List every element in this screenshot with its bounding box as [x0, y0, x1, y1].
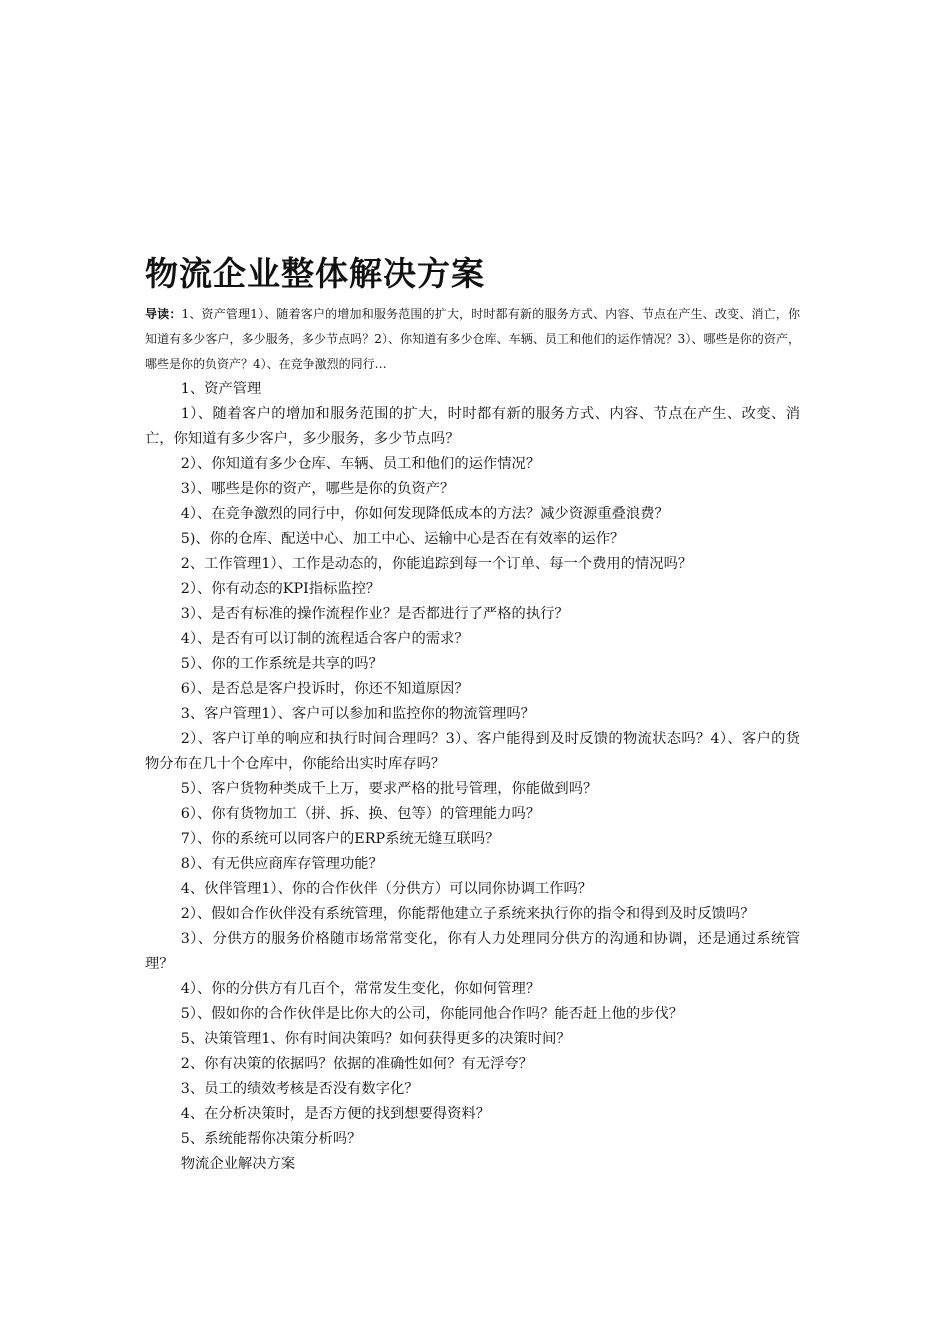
paragraph: 4）、在竞争激烈的同行中，你如何发现降低成本的方法？减少资源重叠浪费？ — [180, 506, 669, 522]
paragraph: 5）、假如你的合作伙伴是比你大的公司，你能同他合作吗？能否赶上他的步伐？ — [180, 1006, 684, 1022]
document-body — [145, 377, 800, 1177]
paragraph: 7）、你的系统可以同客户的ERP系统无缝互联吗？ — [180, 831, 500, 847]
paragraph: 4、在分析决策时，是否方便的找到想要得资料？ — [180, 1106, 491, 1122]
paragraph: 2）、客户订单的响应和执行时间合理吗？3）、客户能得到及时反馈的物流状态吗？4）、客户的货物分布在几十个仓库中，你能给出实时库存吗？ — [145, 731, 800, 772]
paragraph: 3）、哪些是你的资产，哪些是你的负资产？ — [180, 481, 455, 497]
paragraph: 6）、你有货物加工（拼、拆、换、包等）的管理能力吗？ — [180, 806, 541, 822]
paragraph: 3、客户管理1）、客户可以参加和监控你的物流管理吗？ — [180, 706, 535, 722]
paragraph: 3、员工的绩效考核是否没有数字化？ — [180, 1081, 419, 1097]
paragraph: 2）、你有动态的KPI指标监控？ — [180, 581, 381, 597]
paragraph: 2、工作管理1）、工作是动态的，你能追踪到每一个订单、每一个费用的情况吗？ — [180, 556, 693, 572]
paragraph: 3）、是否有标准的操作流程作业？是否都进行了严格的执行？ — [180, 606, 569, 622]
paragraph: 2、你有决策的依据吗？依据的准确性如何？有无浮夸？ — [180, 1056, 533, 1072]
paragraph: 5）、你的工作系统是共享的吗？ — [180, 656, 383, 672]
paragraph: 6）、是否总是客户投诉时，你还不知道原因？ — [180, 681, 469, 697]
paragraph: 8）、有无供应商库存管理功能？ — [180, 856, 383, 872]
paragraph: 4）、是否有可以订制的流程适合客户的需求？ — [180, 631, 469, 647]
paragraph: 5、决策管理1、你有时间决策吗？如何获得更多的决策时间？ — [180, 1031, 571, 1047]
document-page — [145, 252, 800, 1177]
intro-text: 1、资产管理1）、随着客户的增加和服务范围的扩大，时时都有新的服务方式、内容、节点在产生、改变、消亡，你知道有多少客户，多少服务，多少节点吗？2）、你知道有多少仓库、车辆、员工和他们的运作情况？3）、哪些是你的资产，哪些是你的负资产？4）、在竞争激烈的同行… — [145, 307, 800, 371]
paragraph: 5、系统能帮你决策分析吗？ — [180, 1131, 362, 1147]
paragraph: 4、伙伴管理1）、你的合作伙伴（分供方）可以同你协调工作吗？ — [180, 881, 593, 897]
paragraph: 1、资产管理 — [180, 381, 262, 397]
paragraph: 物流企业解决方案 — [180, 1156, 296, 1172]
paragraph: 1）、随着客户的增加和服务范围的扩大，时时都有新的服务方式、内容、节点在产生、改变、消亡，你知道有多少客户，多少服务，多少节点吗？ — [145, 406, 800, 447]
paragraph: 2）、你知道有多少仓库、车辆、员工和他们的运作情况？ — [180, 456, 541, 472]
intro-summary — [145, 302, 800, 377]
paragraph: 4）、你的分供方有几百个，常常发生变化，你如何管理？ — [180, 981, 541, 997]
paragraph: 3）、分供方的服务价格随市场常常变化，你有人力处理同分供方的沟通和协调，还是通过系统管理？ — [145, 931, 800, 972]
intro-label: 导读： — [145, 307, 182, 321]
paragraph: 5)、你的仓库、配送中心、加工中心、运输中心是否在有效率的运作？ — [180, 531, 625, 547]
paragraph: 5）、客户货物种类成千上万，要求严格的批号管理，你能做到吗？ — [180, 781, 598, 797]
document-title: 物流企业整体解决方案 — [145, 254, 485, 293]
paragraph: 2）、假如合作伙伴没有系统管理，你能帮他建立子系统来执行你的指令和得到及时反馈吗？ — [180, 906, 755, 922]
